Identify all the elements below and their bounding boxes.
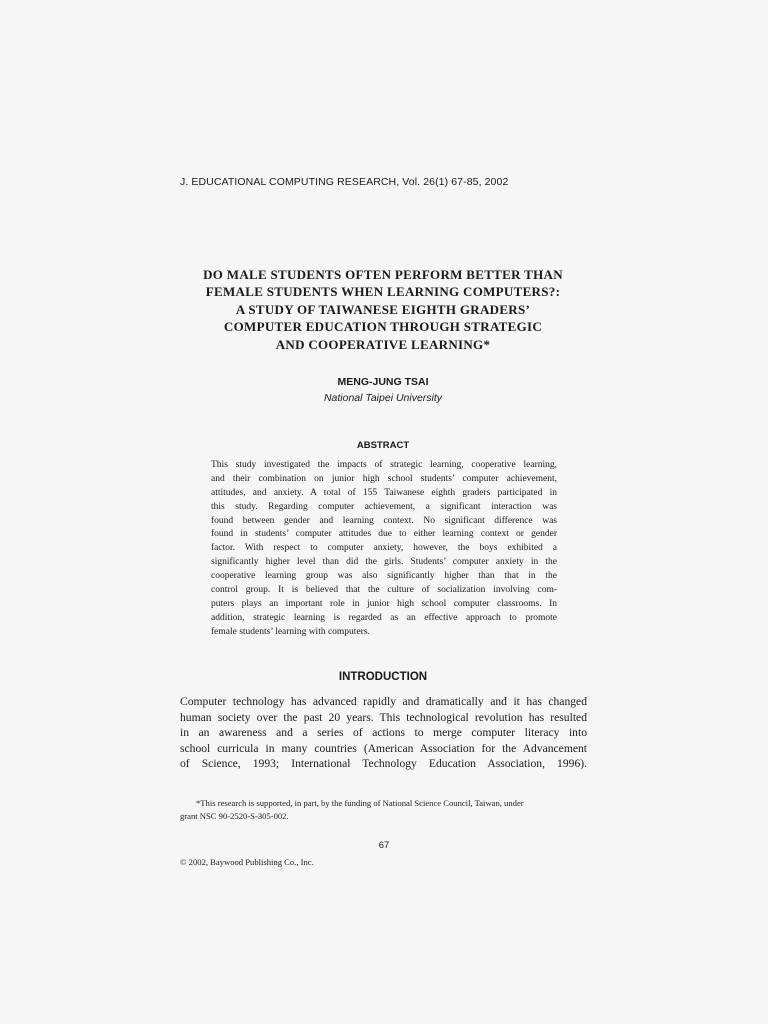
introduction-line: human society over the past 20 years. This technological revolution has resulted <box>180 710 587 724</box>
abstract-body <box>211 459 557 640</box>
funding-footnote <box>180 797 587 823</box>
abstract-line: found between gender and learning context. No significant difference was <box>211 515 557 526</box>
abstract-line: control group. It is believed that the culture of socialization involving com- <box>211 585 557 596</box>
introduction-heading: INTRODUCTION <box>338 671 428 683</box>
abstract-line: This study investigated the impacts of strategic learning, cooperative learning, <box>211 460 557 470</box>
introduction-line: in an awareness and a series of actions to merge computer literacy into <box>180 726 587 739</box>
abstract-line: found in students’ computer attitudes due to either learning context or gender <box>211 529 557 540</box>
title-line: COMPUTER EDUCATION THROUGH STRATEGIC <box>223 319 543 335</box>
introduction-line: of Science, 1993; International Technology Education Association, 1996). <box>180 757 587 770</box>
introduction-body <box>180 694 587 772</box>
article-title <box>150 266 616 353</box>
footnote-line: grant NSC 90-2520-S-305-002. <box>180 811 289 821</box>
title-line: A STUDY OF TAIWANESE EIGHTH GRADERS’ <box>235 301 531 317</box>
abstract-line: and their combination on junior high school students’ computer achievement, <box>211 473 557 484</box>
author-name: MENG-JUNG TSAI <box>337 376 429 388</box>
abstract-line: this study. Regarding computer achievement, a significant interaction was <box>211 501 557 512</box>
title-line: AND COOPERATIVE LEARNING* <box>275 336 491 352</box>
title-line: DO MALE STUDENTS OFTEN PERFORM BETTER THAN <box>203 267 563 282</box>
title-line: FEMALE STUDENTS WHEN LEARNING COMPUTERS?: <box>205 284 561 300</box>
abstract-line: addition, strategic learning is regarded as an effective approach to promote <box>211 612 557 623</box>
abstract-line: significantly higher level than did the girls. Students’ computer anxiety in the <box>211 557 557 568</box>
abstract-line: puters plays an important role in junior high school computer classrooms. In <box>211 598 557 609</box>
abstract-heading: ABSTRACT <box>356 440 410 451</box>
introduction-line: Computer technology has advanced rapidly and dramatically and it has changed <box>180 695 587 708</box>
abstract-line: female students’ learning with computers. <box>211 626 370 637</box>
abstract-line: attitudes, and anxiety. A total of 155 Taiwanese eighth graders participated in <box>211 487 557 498</box>
journal-citation: J. EDUCATIONAL COMPUTING RESEARCH, Vol. 26(1) 67-85, 2002 <box>180 176 509 188</box>
introduction-line: school curricula in many countries (American Association for the Advancement <box>180 741 587 755</box>
abstract-line: cooperative learning group was also significantly higher than that in the <box>211 571 557 582</box>
abstract-line: factor. With respect to computer anxiety, however, the boys exhibited a <box>211 543 557 554</box>
copyright-notice: © 2002, Baywood Publishing Co., Inc. <box>180 857 314 867</box>
footnote-line: *This research is supported, in part, by the funding of National Science Council, Taiwan, under <box>196 798 524 808</box>
page-number: 67 <box>378 840 390 851</box>
author-affiliation: National Taipei University <box>323 392 443 404</box>
